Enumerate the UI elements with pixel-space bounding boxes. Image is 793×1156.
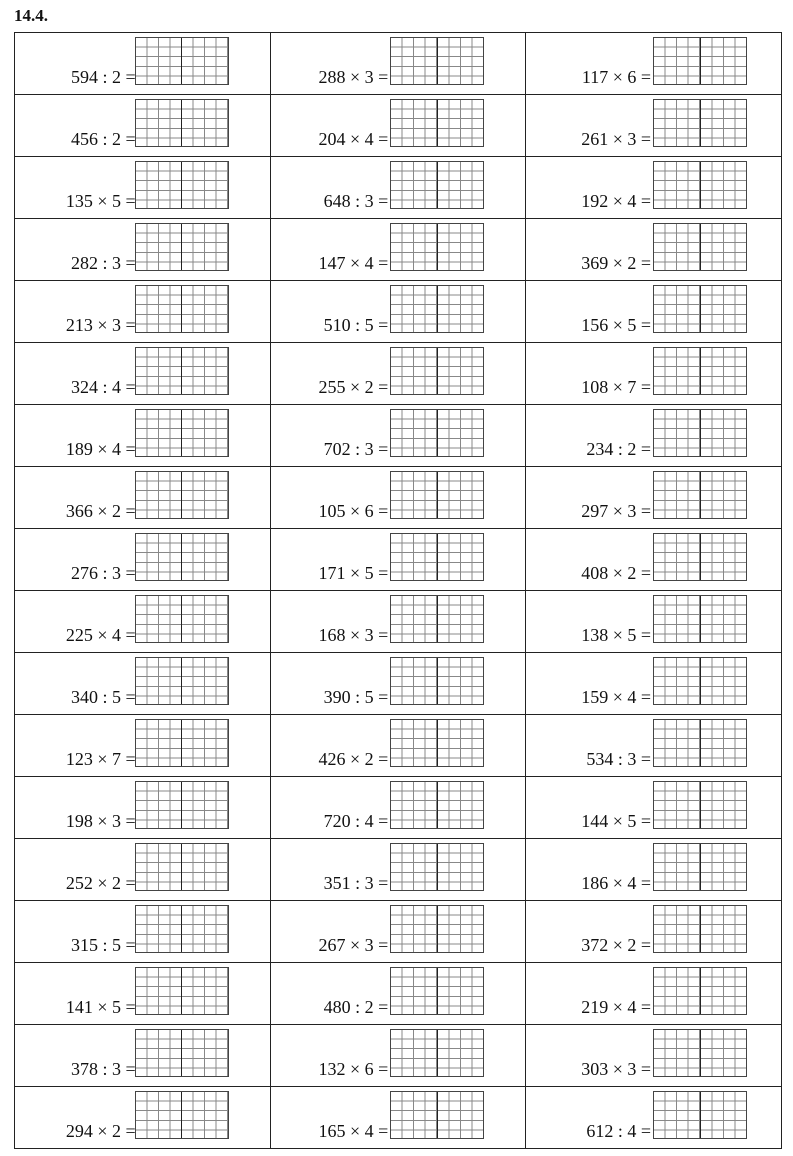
answer-grid-left[interactable] [654,844,700,890]
answer-grid-left[interactable] [654,348,700,394]
table-row [15,777,782,839]
answer-grid-right[interactable] [181,348,228,394]
table-row [15,591,782,653]
answer-grid-right[interactable] [437,100,484,146]
problem-expression: 123 × 7 = [65,749,136,769]
answer-grid[interactable] [653,99,747,147]
problem-expression: 648 : 3 = [323,191,389,211]
answer-grid[interactable] [135,781,229,829]
answer-grid-left[interactable] [136,286,182,332]
answer-grid-right[interactable] [700,162,747,208]
answer-grid-left[interactable] [391,410,437,456]
problem-cell [15,963,271,1025]
answer-grid[interactable] [135,657,229,705]
problem-expression: 702 : 3 = [323,439,389,459]
problem-cell [15,529,271,591]
answer-grid[interactable] [390,657,484,705]
problem-expression: 105 × 6 = [318,501,389,521]
answer-grid-right[interactable] [437,968,484,1014]
answer-grid-left[interactable] [654,906,700,952]
answer-grid[interactable] [653,719,747,767]
answer-grid-right[interactable] [437,472,484,518]
problem-cell [270,281,526,343]
problem-cell [270,405,526,467]
problem-expression: 456 : 2 = [71,129,136,149]
answer-grid[interactable] [390,347,484,395]
answer-grid-right[interactable] [437,286,484,332]
answer-grid[interactable] [653,657,747,705]
problem-expression: 267 × 3 = [318,935,389,955]
answer-grid-left[interactable] [136,906,182,952]
answer-grid-left[interactable] [391,286,437,332]
answer-grid-right[interactable] [700,224,747,270]
answer-grid-left[interactable] [654,286,700,332]
problem-cell [15,157,271,219]
answer-grid-right[interactable] [437,224,484,270]
answer-grid-right[interactable] [700,38,747,84]
problem-cell [270,343,526,405]
problem-expression: 534 : 3 = [586,749,651,769]
problem-cell [270,963,526,1025]
answer-grid[interactable] [135,1091,229,1139]
answer-grid[interactable] [135,843,229,891]
answer-grid-left[interactable] [391,906,437,952]
answer-grid[interactable] [390,161,484,209]
answer-grid-left[interactable] [654,224,700,270]
answer-grid-left[interactable] [391,1092,437,1138]
answer-grid-right[interactable] [700,720,747,766]
table-row [15,1025,782,1087]
problem-cell [270,219,526,281]
answer-grid-right[interactable] [700,472,747,518]
problem-cell [526,281,782,343]
problem-cell [15,839,271,901]
problem-cell [15,467,271,529]
answer-grid[interactable] [135,161,229,209]
answer-grid-left[interactable] [391,162,437,208]
problem-cell [15,95,271,157]
problem-cell [526,405,782,467]
answer-grid-left[interactable] [654,782,700,828]
problem-expression: 234 : 2 = [586,439,651,459]
answer-grid-right[interactable] [437,1092,484,1138]
answer-grid-right[interactable] [700,906,747,952]
problem-expression: 192 × 4 = [581,191,651,211]
answer-grid[interactable] [653,285,747,333]
problem-cell [270,95,526,157]
answer-grid-right[interactable] [700,968,747,1014]
answer-grid-right[interactable] [700,534,747,580]
problem-cell [526,33,782,95]
answer-grid[interactable] [390,285,484,333]
problem-cell [526,1025,782,1087]
problem-cell [526,219,782,281]
answer-grid-right[interactable] [181,968,228,1014]
problem-cell [270,157,526,219]
answer-grid[interactable] [390,719,484,767]
problem-expression: 378 : 3 = [71,1059,136,1079]
problem-expression: 480 : 2 = [323,997,389,1017]
answer-grid[interactable] [390,223,484,271]
table-row [15,1087,782,1149]
problem-cell [526,343,782,405]
answer-grid[interactable] [390,533,484,581]
problem-expression: 303 × 3 = [581,1059,651,1079]
problem-cell [526,467,782,529]
problem-cell [526,95,782,157]
answer-grid-right[interactable] [437,844,484,890]
answer-grid-left[interactable] [136,1030,182,1076]
problem-expression: 315 : 5 = [71,935,136,955]
answer-grid[interactable] [653,223,747,271]
answer-grid-right[interactable] [700,596,747,642]
answer-grid-left[interactable] [654,720,700,766]
problem-expression: 165 × 4 = [318,1121,389,1141]
problem-cell [270,529,526,591]
problem-expression: 252 × 2 = [65,873,136,893]
problem-expression: 408 × 2 = [581,563,651,583]
answer-grid[interactable] [135,223,229,271]
problem-expression: 141 × 5 = [65,997,136,1017]
answer-grid-left[interactable] [391,472,437,518]
answer-grid-right[interactable] [437,596,484,642]
answer-grid[interactable] [135,37,229,85]
answer-grid[interactable] [390,37,484,85]
answer-grid-right[interactable] [181,410,228,456]
answer-grid-left[interactable] [391,782,437,828]
answer-grid[interactable] [390,409,484,457]
answer-grid-right[interactable] [437,534,484,580]
answer-grid[interactable] [135,595,229,643]
answer-grid-right[interactable] [181,162,228,208]
problem-cell [270,715,526,777]
problem-cell [526,1087,782,1149]
problem-cell [15,901,271,963]
problem-expression: 288 × 3 = [318,67,389,87]
problem-cell [15,405,271,467]
problem-cell [15,1025,271,1087]
problem-cell [15,777,271,839]
answer-grid-right[interactable] [700,410,747,456]
answer-grid-left[interactable] [654,534,700,580]
answer-grid-left[interactable] [136,224,182,270]
problem-cell [15,591,271,653]
answer-grid[interactable] [653,1091,747,1139]
answer-grid[interactable] [653,781,747,829]
problem-expression: 294 × 2 = [65,1121,136,1141]
problem-expression: 159 × 4 = [581,687,651,707]
problem-expression: 135 × 5 = [65,191,136,211]
answer-grid-right[interactable] [181,38,228,84]
answer-grid-left[interactable] [391,968,437,1014]
answer-grid[interactable] [135,471,229,519]
table-row [15,219,782,281]
answer-grid[interactable] [135,99,229,147]
answer-grid-left[interactable] [136,472,182,518]
problem-expression: 168 × 3 = [318,625,389,645]
answer-grid[interactable] [390,843,484,891]
answer-grid-left[interactable] [136,162,182,208]
problem-expression: 171 × 5 = [318,563,389,583]
problem-cell [526,715,782,777]
answer-grid-right[interactable] [437,162,484,208]
problem-expression: 297 × 3 = [581,501,651,521]
answer-grid-right[interactable] [437,38,484,84]
problem-expression: 720 : 4 = [323,811,389,831]
problem-expression: 282 : 3 = [71,253,136,273]
problem-cell [270,653,526,715]
answer-grid-right[interactable] [700,348,747,394]
answer-grid-left[interactable] [654,658,700,704]
table-row [15,529,782,591]
answer-grid-left[interactable] [136,534,182,580]
answer-grid-left[interactable] [391,100,437,146]
problem-cell [15,1087,271,1149]
problem-cell [15,219,271,281]
answer-grid[interactable] [390,781,484,829]
answer-grid-left[interactable] [391,844,437,890]
answer-grid-right[interactable] [700,100,747,146]
problem-expression: 390 : 5 = [323,687,389,707]
answer-grid[interactable] [135,409,229,457]
problem-expression: 156 × 5 = [581,315,651,335]
problem-expression: 186 × 4 = [581,873,651,893]
problem-cell [15,715,271,777]
answer-grid-left[interactable] [391,1030,437,1076]
answer-grid[interactable] [390,1029,484,1077]
exercise-table [14,32,782,1149]
answer-grid-left[interactable] [391,38,437,84]
answer-grid-right[interactable] [181,1092,228,1138]
answer-grid-left[interactable] [654,100,700,146]
problem-cell [270,591,526,653]
problem-expression: 261 × 3 = [581,129,651,149]
problem-expression: 213 × 3 = [65,315,136,335]
answer-grid-right[interactable] [181,472,228,518]
answer-grid-right[interactable] [181,534,228,580]
answer-grid-right[interactable] [181,658,228,704]
answer-grid-left[interactable] [654,162,700,208]
answer-grid-left[interactable] [391,224,437,270]
problem-expression: 198 × 3 = [65,811,136,831]
answer-grid-left[interactable] [654,38,700,84]
answer-grid-right[interactable] [437,906,484,952]
answer-grid[interactable] [653,471,747,519]
table-row [15,715,782,777]
table-row [15,901,782,963]
answer-grid[interactable] [653,161,747,209]
answer-grid[interactable] [390,471,484,519]
answer-grid-right[interactable] [700,782,747,828]
table-row [15,405,782,467]
problem-expression: 255 × 2 = [318,377,389,397]
answer-grid[interactable] [653,409,747,457]
problem-expression: 324 : 4 = [71,377,136,397]
answer-grid-left[interactable] [654,1030,700,1076]
problem-cell [270,467,526,529]
problem-expression: 144 × 5 = [581,811,651,831]
answer-grid-left[interactable] [391,534,437,580]
problem-cell [15,33,271,95]
answer-grid-right[interactable] [181,286,228,332]
table-row [15,343,782,405]
table-row [15,839,782,901]
answer-grid-left[interactable] [391,658,437,704]
table-row [15,963,782,1025]
problem-expression: 108 × 7 = [581,377,651,397]
answer-grid-right[interactable] [181,596,228,642]
answer-grid[interactable] [390,1091,484,1139]
answer-grid[interactable] [390,967,484,1015]
answer-grid-right[interactable] [181,906,228,952]
answer-grid-left[interactable] [136,658,182,704]
answer-grid[interactable] [135,905,229,953]
problem-cell [270,777,526,839]
answer-grid[interactable] [135,719,229,767]
answer-grid[interactable] [135,347,229,395]
answer-grid-right[interactable] [181,100,228,146]
problem-cell [270,33,526,95]
problem-cell [270,901,526,963]
answer-grid[interactable] [653,347,747,395]
problem-cell [270,1087,526,1149]
answer-grid-left[interactable] [654,968,700,1014]
answer-grid-right[interactable] [437,410,484,456]
answer-grid-right[interactable] [437,1030,484,1076]
problem-expression: 225 × 4 = [65,625,136,645]
table-row [15,95,782,157]
problem-expression: 510 : 5 = [323,315,389,335]
answer-grid-right[interactable] [700,1030,747,1076]
answer-grid[interactable] [135,285,229,333]
problem-cell [15,281,271,343]
problem-cell [526,777,782,839]
problem-expression: 189 × 4 = [65,439,136,459]
answer-grid-left[interactable] [391,348,437,394]
answer-grid-left[interactable] [136,968,182,1014]
answer-grid[interactable] [653,1029,747,1077]
answer-grid[interactable] [390,905,484,953]
problem-cell [15,653,271,715]
answer-grid[interactable] [135,1029,229,1077]
answer-grid[interactable] [135,967,229,1015]
answer-grid-left[interactable] [654,1092,700,1138]
answer-grid-right[interactable] [437,348,484,394]
problem-cell [15,343,271,405]
answer-grid-right[interactable] [181,720,228,766]
answer-grid-right[interactable] [181,224,228,270]
answer-grid-left[interactable] [136,844,182,890]
problem-cell [526,157,782,219]
answer-grid-left[interactable] [136,410,182,456]
table-row [15,467,782,529]
answer-grid-left[interactable] [136,720,182,766]
answer-grid-right[interactable] [437,782,484,828]
problem-cell [526,653,782,715]
problem-expression: 340 : 5 = [71,687,136,707]
answer-grid-right[interactable] [700,286,747,332]
table-row [15,33,782,95]
answer-grid-left[interactable] [391,596,437,642]
problem-cell [526,963,782,1025]
answer-grid-left[interactable] [136,38,182,84]
answer-grid-left[interactable] [136,348,182,394]
problem-cell [270,839,526,901]
answer-grid[interactable] [653,905,747,953]
problem-cell [526,529,782,591]
answer-grid-right[interactable] [700,658,747,704]
problem-expression: 594 : 2 = [71,67,136,87]
answer-grid-right[interactable] [181,844,228,890]
answer-grid[interactable] [653,595,747,643]
answer-grid-left[interactable] [654,472,700,518]
table-row [15,157,782,219]
answer-grid[interactable] [653,37,747,85]
problem-cell [526,839,782,901]
answer-grid-left[interactable] [136,1092,182,1138]
problem-expression: 138 × 5 = [581,625,651,645]
answer-grid-left[interactable] [654,410,700,456]
answer-grid-left[interactable] [654,596,700,642]
answer-grid-right[interactable] [700,844,747,890]
problem-expression: 372 × 2 = [581,935,651,955]
problem-expression: 612 : 4 = [586,1121,651,1141]
table-row [15,653,782,715]
answer-grid[interactable] [390,99,484,147]
problem-expression: 132 × 6 = [318,1059,389,1079]
problem-expression: 426 × 2 = [318,749,389,769]
table-row [15,281,782,343]
exercise-number: 14.4. [14,6,48,25]
problem-expression: 366 × 2 = [65,501,136,521]
answer-grid-right[interactable] [437,720,484,766]
answer-grid[interactable] [135,533,229,581]
answer-grid[interactable] [653,967,747,1015]
answer-grid-left[interactable] [136,596,182,642]
problem-expression: 204 × 4 = [318,129,389,149]
answer-grid[interactable] [390,595,484,643]
answer-grid-right[interactable] [181,782,228,828]
problem-expression: 219 × 4 = [581,997,651,1017]
answer-grid-left[interactable] [136,782,182,828]
answer-grid[interactable] [653,533,747,581]
problem-expression: 147 × 4 = [318,253,389,273]
problem-expression: 276 : 3 = [71,563,136,583]
problem-cell [526,901,782,963]
answer-grid-left[interactable] [391,720,437,766]
answer-grid-right[interactable] [700,1092,747,1138]
problem-expression: 117 × 6 = [581,67,651,87]
problem-cell [270,1025,526,1087]
answer-grid-right[interactable] [181,1030,228,1076]
problem-expression: 351 : 3 = [323,873,389,893]
answer-grid-right[interactable] [437,658,484,704]
answer-grid[interactable] [653,843,747,891]
problem-expression: 369 × 2 = [581,253,651,273]
answer-grid-left[interactable] [136,100,182,146]
problem-cell [526,591,782,653]
